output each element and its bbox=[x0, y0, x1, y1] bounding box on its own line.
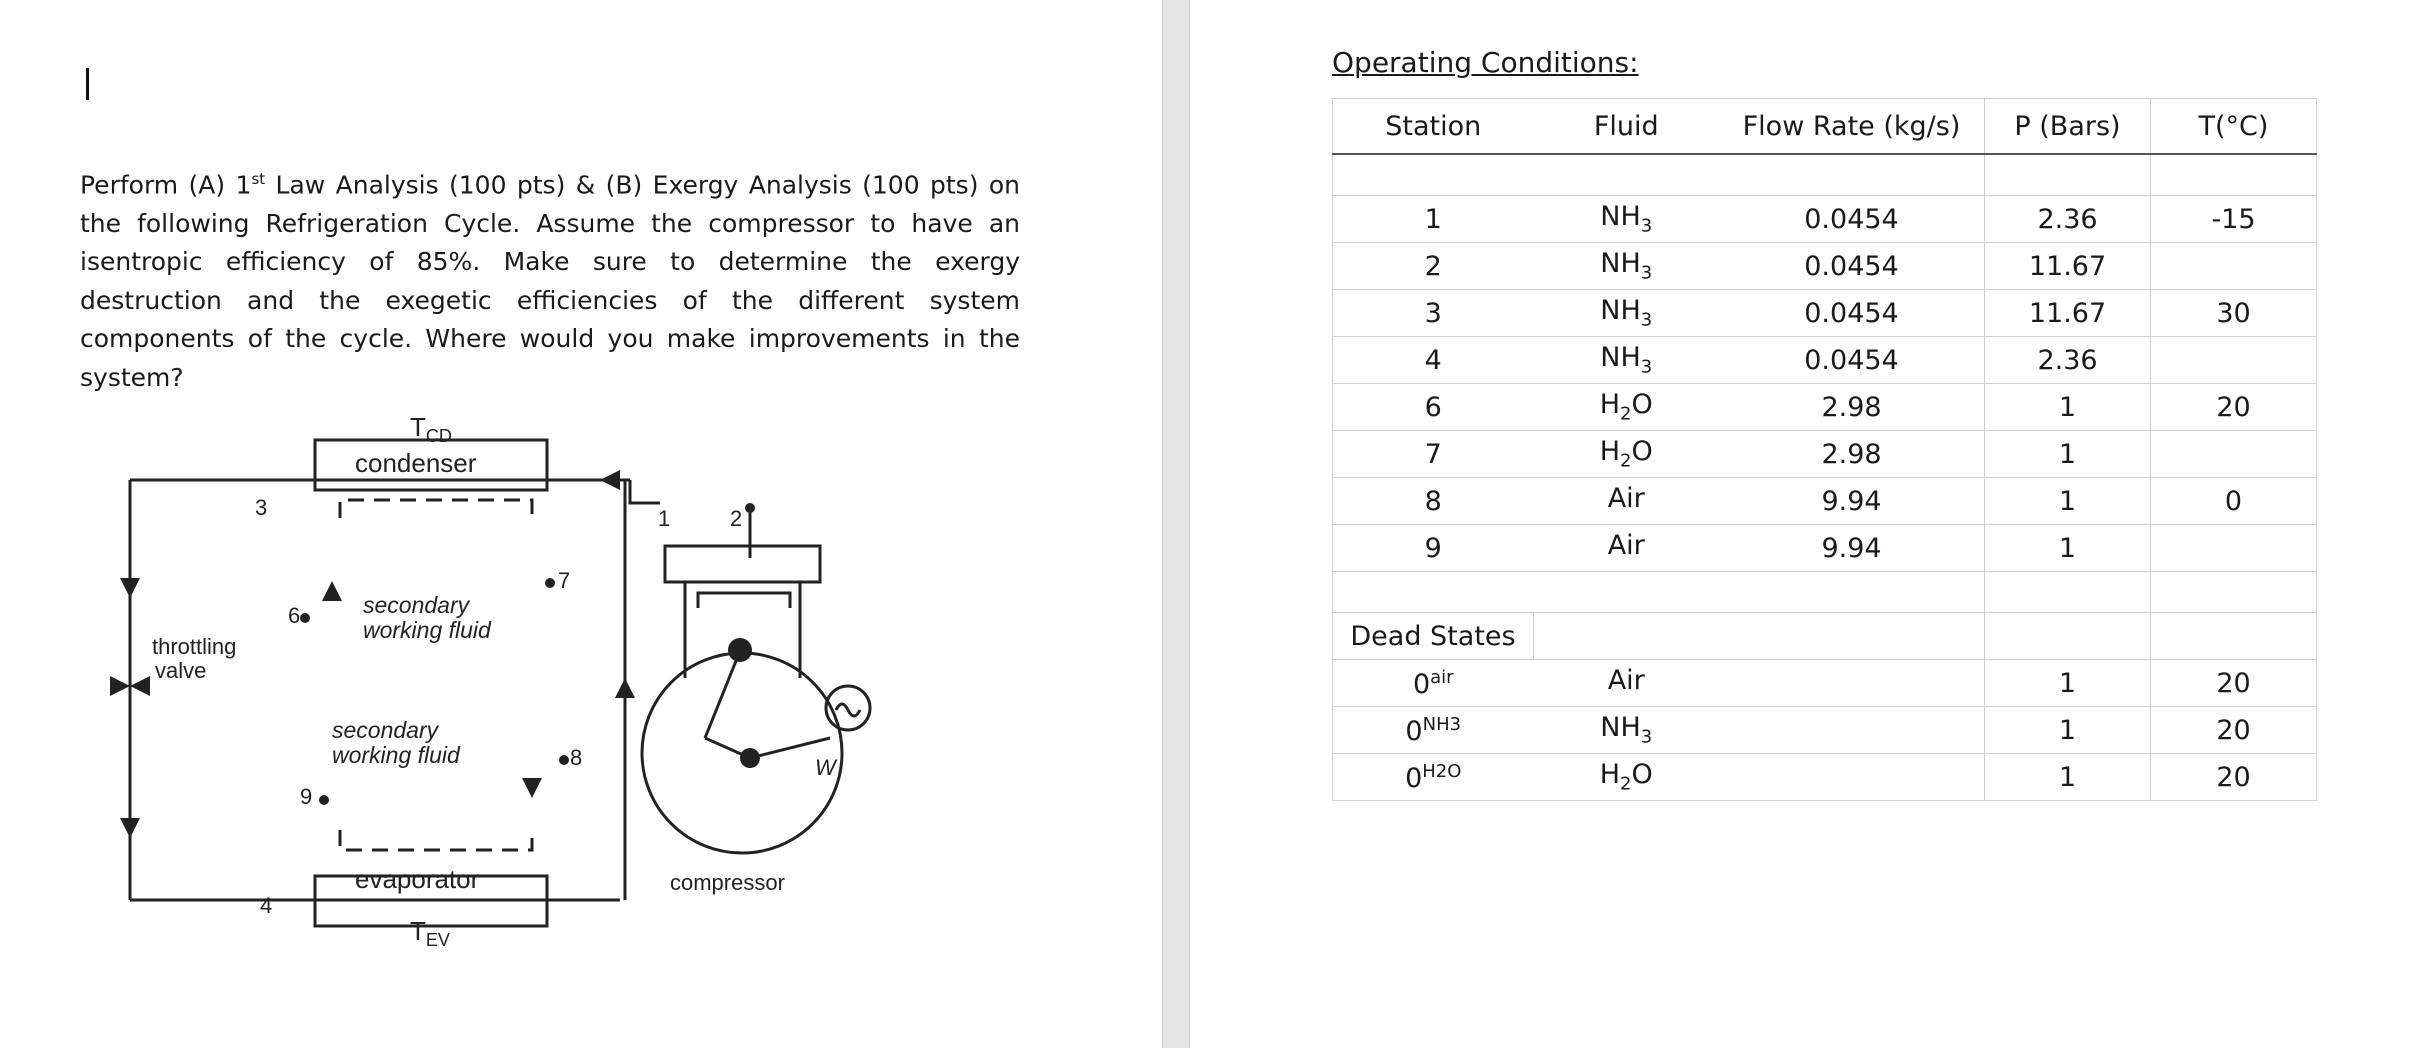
secondary-label-bottom-2: working fluid bbox=[332, 742, 460, 768]
secondary-evap-arrow bbox=[522, 778, 542, 798]
piston bbox=[698, 593, 790, 608]
temperature-cell: -15 bbox=[2151, 196, 2317, 243]
fluid-cell bbox=[1534, 384, 1720, 431]
table-row bbox=[1333, 478, 2317, 525]
condenser-label: condenser bbox=[355, 448, 477, 478]
header-temperature: T(°C) bbox=[2151, 99, 2317, 155]
dead-state-label bbox=[1333, 660, 1534, 707]
pressure-cell: 11.67 bbox=[1985, 290, 2151, 337]
flow-rate-cell: 2.98 bbox=[1719, 431, 1985, 478]
fluid-subscript: 3 bbox=[1640, 262, 1653, 284]
evaporator-temp-label: $T_{EV}$ bbox=[410, 916, 450, 950]
page-gutter bbox=[1162, 0, 1190, 1048]
fluid-subscript: 3 bbox=[1640, 356, 1653, 378]
table-row bbox=[1333, 196, 2317, 243]
refrigeration-cycle-diagram bbox=[100, 418, 960, 978]
fluid-base: Air bbox=[1607, 483, 1645, 515]
evaporator-coil bbox=[340, 830, 532, 850]
throttling-valve-right bbox=[130, 676, 150, 696]
fluid-cell bbox=[1534, 478, 1720, 525]
empty-cell bbox=[1719, 707, 1985, 754]
station-cell: 9 bbox=[1333, 525, 1534, 572]
pressure-cell: 1 bbox=[1985, 707, 2151, 754]
fluid-cell bbox=[1534, 243, 1720, 290]
flow-rate-cell: 9.94 bbox=[1719, 525, 1985, 572]
connecting-rod bbox=[705, 651, 740, 738]
fluid-cell bbox=[1534, 525, 1720, 572]
fluid-subscript: 2 bbox=[1620, 450, 1632, 472]
flow-rate-cell: 0.0454 bbox=[1719, 337, 1985, 384]
fluid-tail: O bbox=[1631, 389, 1653, 421]
dead-state-label bbox=[1333, 707, 1534, 754]
station-cell: 4 bbox=[1333, 337, 1534, 384]
condenser-temp-label: $T_{CD}$ bbox=[410, 418, 452, 446]
fluid-cell bbox=[1534, 754, 1720, 801]
condenser-coil bbox=[340, 500, 532, 518]
fluid-base: NH bbox=[1600, 248, 1641, 280]
fluid-base: Air bbox=[1607, 530, 1645, 562]
table-row bbox=[1333, 337, 2317, 384]
fluid-subscript: 2 bbox=[1620, 403, 1632, 425]
dead-state-row bbox=[1333, 754, 2317, 801]
empty-cell bbox=[1985, 613, 2151, 660]
pressure-cell: 2.36 bbox=[1985, 337, 2151, 384]
state-label-9: 9 bbox=[300, 784, 313, 809]
station-cell: 6 bbox=[1333, 384, 1534, 431]
pressure-cell: 1 bbox=[1985, 478, 2151, 525]
pressure-cell: 11.67 bbox=[1985, 243, 2151, 290]
dead-states-header-row bbox=[1333, 613, 2317, 660]
state-label-3: 3 bbox=[255, 495, 268, 520]
secondary-label-top-1: secondary bbox=[363, 592, 470, 618]
fluid-base: H bbox=[1599, 436, 1621, 468]
compressor-label: compressor bbox=[670, 870, 785, 895]
throttling-label-1: throttling bbox=[152, 634, 237, 659]
fluid-cell bbox=[1534, 290, 1720, 337]
station-cell: 8 bbox=[1333, 478, 1534, 525]
down-arrow-left-upper bbox=[120, 578, 140, 598]
secondary-label-top-2: working fluid bbox=[363, 617, 491, 643]
ordinal-superscript: st bbox=[251, 170, 266, 188]
work-label: W bbox=[815, 755, 836, 780]
flow-rate-cell: 0.0454 bbox=[1719, 290, 1985, 337]
compressor-head bbox=[665, 546, 820, 582]
flow-rate-cell: 0.0454 bbox=[1719, 196, 1985, 243]
dead-state-superscript: air bbox=[1430, 666, 1454, 688]
empty-cell bbox=[1719, 754, 1985, 801]
table-row bbox=[1333, 384, 2317, 431]
secondary-inlet-arrow bbox=[322, 581, 342, 601]
fluid-base: Air bbox=[1607, 665, 1645, 697]
dead-state-zero: 0 bbox=[1405, 715, 1423, 747]
fluid-cell bbox=[1534, 196, 1720, 243]
fluid-base: H bbox=[1599, 759, 1621, 791]
temperature-cell: 20 bbox=[2151, 660, 2317, 707]
empty-cell bbox=[1534, 613, 1720, 660]
state-label-8: 8 bbox=[570, 745, 583, 770]
temperature-cell: 0 bbox=[2151, 478, 2317, 525]
station-cell: 7 bbox=[1333, 431, 1534, 478]
evaporator-label: evaporator bbox=[355, 864, 480, 894]
header-pressure: P (Bars) bbox=[1985, 99, 2151, 155]
empty-cell bbox=[1719, 660, 1985, 707]
table-row bbox=[1333, 431, 2317, 478]
secondary-label-bottom-1: secondary bbox=[332, 717, 439, 743]
fluid-base: NH bbox=[1600, 342, 1641, 374]
fluid-subscript: 2 bbox=[1620, 773, 1632, 795]
pressure-cell: 1 bbox=[1985, 431, 2151, 478]
flow-rate-cell: 0.0454 bbox=[1719, 243, 1985, 290]
dead-state-zero: 0 bbox=[1405, 762, 1423, 794]
temperature-cell: 20 bbox=[2151, 384, 2317, 431]
down-arrow-left-lower bbox=[120, 818, 140, 838]
dead-states-label: Dead States bbox=[1333, 613, 1534, 660]
operating-conditions-table bbox=[1332, 98, 2317, 801]
temperature-cell bbox=[2151, 243, 2317, 290]
operating-conditions-heading: Operating Conditions: bbox=[1332, 46, 1639, 79]
pressure-cell: 1 bbox=[1985, 384, 2151, 431]
station-cell: 2 bbox=[1333, 243, 1534, 290]
state-label-7: 7 bbox=[558, 568, 571, 593]
fluid-tail: O bbox=[1631, 759, 1653, 791]
fluid-base: H bbox=[1599, 389, 1621, 421]
dead-state-zero: 0 bbox=[1412, 668, 1431, 700]
dead-state-superscript: NH3 bbox=[1422, 713, 1462, 735]
piston-pin bbox=[728, 638, 752, 662]
dead-state-row bbox=[1333, 660, 2317, 707]
temperature-cell: 20 bbox=[2151, 754, 2317, 801]
fluid-tail: O bbox=[1631, 436, 1653, 468]
table-header-row bbox=[1333, 99, 2317, 155]
header-flow-rate: Flow Rate (kg/s) bbox=[1719, 99, 1985, 155]
table-row bbox=[1333, 290, 2317, 337]
temperature-cell: 20 bbox=[2151, 707, 2317, 754]
compressor-inlet-pipe bbox=[630, 480, 660, 503]
pressure-cell: 1 bbox=[1985, 754, 2151, 801]
problem-text-start: Perform (A) 1 bbox=[80, 170, 252, 200]
fluid-subscript: 3 bbox=[1640, 215, 1653, 237]
station-cell: 1 bbox=[1333, 196, 1534, 243]
flow-rate-cell: 2.98 bbox=[1719, 384, 1985, 431]
fluid-subscript: 3 bbox=[1640, 309, 1653, 331]
table-row bbox=[1333, 243, 2317, 290]
state-label-6: 6 bbox=[288, 603, 301, 628]
left-arrow-top bbox=[600, 470, 620, 490]
state-label-4: 4 bbox=[260, 893, 273, 918]
empty-cell bbox=[2151, 613, 2317, 660]
fluid-subscript: 3 bbox=[1640, 726, 1653, 748]
temperature-cell bbox=[2151, 431, 2317, 478]
fluid-base: NH bbox=[1600, 295, 1641, 327]
fluid-base: NH bbox=[1600, 712, 1641, 744]
empty-cell bbox=[1719, 613, 1985, 660]
crank-pin bbox=[740, 748, 760, 768]
problem-statement bbox=[80, 160, 1020, 397]
state-label-2: 2 bbox=[730, 506, 743, 531]
pressure-cell: 1 bbox=[1985, 525, 2151, 572]
fluid-cell bbox=[1534, 431, 1720, 478]
temperature-cell bbox=[2151, 337, 2317, 384]
fluid-cell bbox=[1534, 707, 1720, 754]
throttling-valve-left bbox=[110, 676, 130, 696]
fluid-base: NH bbox=[1600, 201, 1641, 233]
table-row bbox=[1333, 525, 2317, 572]
motor-sine-wave bbox=[836, 704, 860, 716]
header-fluid: Fluid bbox=[1534, 99, 1720, 155]
pressure-cell: 1 bbox=[1985, 660, 2151, 707]
pressure-cell: 2.36 bbox=[1985, 196, 2151, 243]
dead-state-label bbox=[1333, 754, 1534, 801]
table-spacer-row bbox=[1333, 572, 2317, 613]
dead-state-row bbox=[1333, 707, 2317, 754]
temperature-cell: 30 bbox=[2151, 290, 2317, 337]
throttling-label-2: valve bbox=[155, 658, 207, 683]
problem-text-body: Law Analysis (100 pts) & (B) Exergy Analysis (100 pts) on the following Refrigeration Cycle. Assume the compressor to have an isentropic efficiency of 85%. Make sure to determine the exergy destruction and the exegetic efficiencies of the different system components of the cycle. Where would you make improvements in the system? bbox=[80, 170, 1020, 392]
text-cursor bbox=[86, 68, 89, 100]
flow-rate-cell: 9.94 bbox=[1719, 478, 1985, 525]
fluid-cell bbox=[1534, 337, 1720, 384]
table-spacer-row bbox=[1333, 154, 2317, 196]
state-label-1: 1 bbox=[658, 506, 671, 531]
temperature-cell bbox=[2151, 525, 2317, 572]
dead-state-superscript: H2O bbox=[1422, 760, 1462, 782]
left-document-page bbox=[0, 0, 1162, 1048]
fluid-cell bbox=[1534, 660, 1720, 707]
station-cell: 3 bbox=[1333, 290, 1534, 337]
up-arrow-right bbox=[615, 678, 635, 698]
header-station: Station bbox=[1333, 99, 1534, 155]
